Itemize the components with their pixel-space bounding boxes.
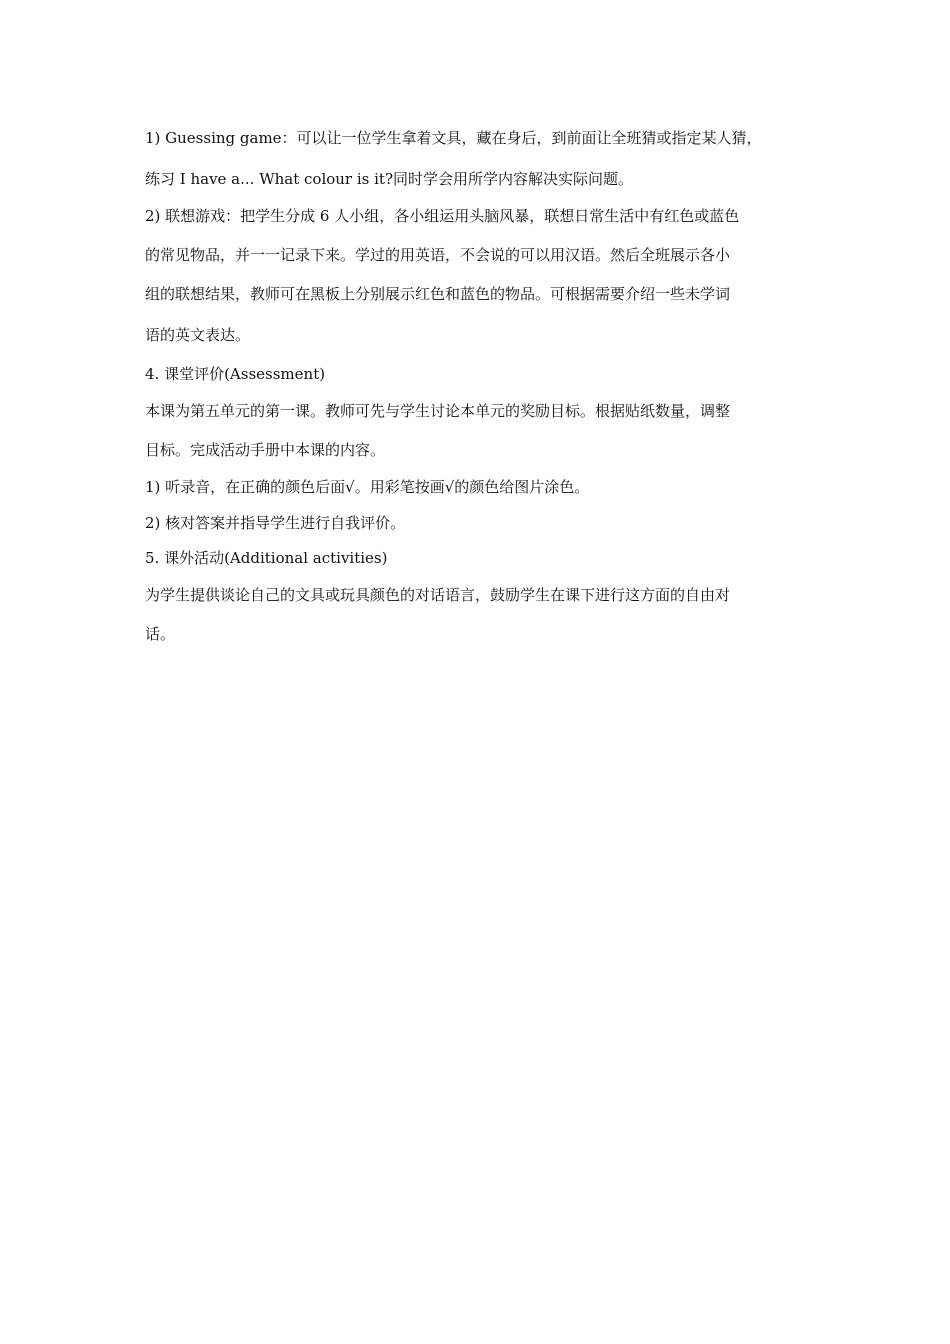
text-line: 组的联想结果，教师可在黑板上分别展示红色和蓝色的物品。可根据需要介绍一些未学词 [145, 285, 731, 303]
text-line: 2) 核对答案并指导学生进行自我评价。 [145, 514, 406, 532]
text-line: 话。 [145, 625, 176, 643]
text-line: 目标。完成活动手册中本课的内容。 [145, 441, 386, 459]
section-heading: 5. 课外活动(Additional activities) [145, 549, 388, 567]
section-heading: 4. 课堂评价(Assessment) [145, 365, 326, 383]
text-line: 1) Guessing game：可以让一位学生拿着文具，藏在身后，到前面让全班猜或指定某人猜， [145, 129, 762, 147]
text-line: 1) 听录音，在正确的颜色后面√。用彩笔按画√的颜色给图片涂色。 [145, 478, 590, 496]
text-line: 语的英文表达。 [145, 326, 251, 344]
text-line: 2) 联想游戏：把学生分成 6 人小组，各小组运用头脑风暴，联想日常生活中有红色或蓝色 [145, 207, 740, 225]
text-line: 的常见物品，并一一记录下来。学过的用英语，不会说的可以用汉语。然后全班展示各小 [145, 246, 731, 264]
text-line: 为学生提供谈论自己的文具或玩具颜色的对话语言，鼓励学生在课下进行这方面的自由对 [145, 586, 731, 604]
text-line: 练习 I have a... What colour is it?同时学会用所学内容解决实际问题。 [145, 170, 634, 188]
text-line: 本课为第五单元的第一课。教师可先与学生讨论本单元的奖励目标。根据贴纸数量，调整 [145, 402, 731, 420]
